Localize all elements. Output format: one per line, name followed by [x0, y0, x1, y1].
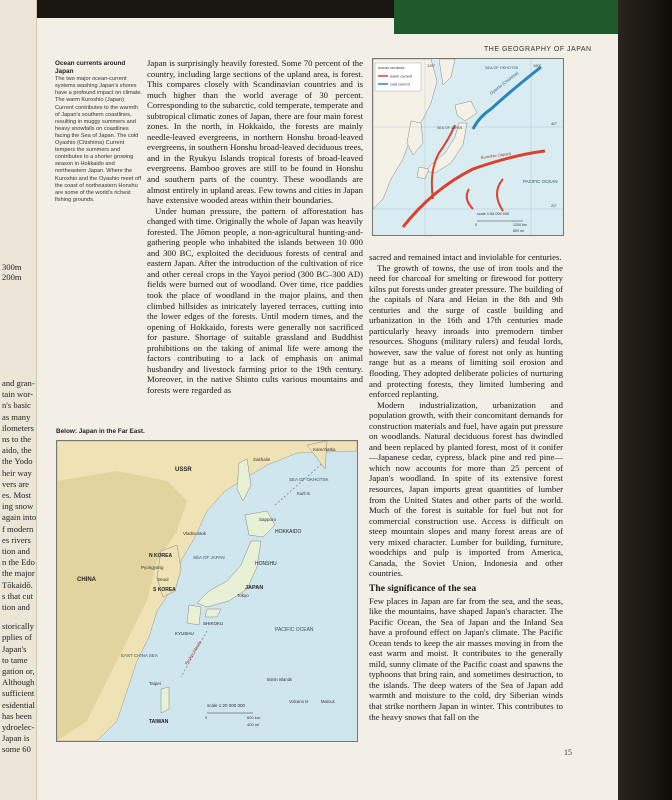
facing-page-text: to tame	[2, 654, 28, 665]
label-marcus: Marcus	[321, 699, 335, 704]
caption-far-east	[56, 428, 256, 436]
lat-label: 20°	[551, 203, 558, 208]
facing-page-text: vers are	[2, 478, 29, 489]
sea-okhotsk-label: SEA OF OKHOTSK	[485, 66, 519, 70]
label-shikoku: SHIKOKU	[203, 621, 224, 626]
facing-page-text: 200m	[2, 272, 22, 282]
facing-page-text: ydroelec-	[2, 722, 35, 732]
lon-label: 120°	[427, 63, 436, 68]
hokkaido-shape	[455, 101, 477, 121]
warm-eddy-arrow	[497, 179, 503, 211]
scale-mi: 800 mi	[513, 229, 524, 233]
kuroshio-label: Kuroshio (Japan)	[480, 150, 512, 160]
facing-page-text: Tōkaidō.	[2, 579, 33, 590]
label-ecs: EAST CHINA SEA	[121, 653, 158, 658]
paragraph: sacred and remained intact and inviolable for centuries.	[369, 252, 562, 262]
section-heading: The significance of the sea	[369, 582, 477, 594]
legend-warm-label: warm current	[390, 74, 413, 79]
facing-page-text: has been	[2, 710, 32, 721]
label-seoul: Seoul	[157, 577, 169, 582]
facing-page-text: es rivers	[2, 534, 31, 545]
kuroshio-current-arrow	[403, 151, 545, 227]
label-ryukyu: Ryukyu Islands	[183, 639, 203, 666]
hokkaido-shape	[245, 511, 275, 537]
caption-title: Ocean currents around Japan	[55, 60, 126, 76]
taiwan-shape	[161, 687, 169, 713]
facing-page-text: again into	[2, 512, 37, 523]
book-spine-shadow	[618, 0, 672, 800]
scale-label: scale 1:54 000 000	[477, 212, 510, 216]
ocean-currents-map	[372, 58, 564, 236]
sea-japan-label: SEA OF JAPAN	[437, 126, 463, 130]
facing-page-text: pplies of	[2, 632, 32, 643]
label-kyushu: KYUSHU	[175, 631, 194, 636]
label-china: CHINA	[77, 577, 96, 583]
kyushu-shape	[187, 605, 201, 625]
facing-page-fragment	[0, 0, 37, 800]
lat-label: 40°	[551, 121, 558, 126]
label-vladivostok: Vladivostok	[183, 531, 207, 536]
label-taipei: Taipei	[149, 681, 161, 686]
facing-page-text: Japan's	[2, 643, 27, 654]
facing-page-text: tain wor-	[2, 389, 34, 400]
label-kamchatka: Kamchatka	[313, 447, 336, 452]
facing-page-text: n's basic	[2, 400, 31, 411]
label-bonin: Bonin Islands	[267, 677, 293, 682]
body-column-1	[147, 58, 363, 396]
body-column-2	[369, 252, 563, 722]
facing-page-text: heir way	[2, 467, 32, 478]
facing-page-text: 300m	[2, 262, 22, 272]
caption-ocean-currents	[55, 60, 143, 204]
facing-page-text: and gran-	[2, 378, 35, 388]
facing-page-text: es. Most	[2, 490, 32, 500]
facing-page-text: Japan is	[2, 733, 30, 744]
kamchatka-shape	[307, 441, 327, 469]
honshu-shape	[197, 541, 264, 607]
honshu-shape	[425, 123, 467, 173]
facing-page-text: tion and	[2, 546, 30, 556]
pacific-label: PACIFIC OCEAN	[523, 179, 558, 184]
label-ussr: USSR	[175, 467, 192, 473]
paragraph: Japan is surprisingly heavily forested. Some 70 percent of the country, including large sections of the upland area, is forest. This compares closely with Scandinavian countries and is much higher than the world average of 30 percent. Corresponding to the subarctic, cold temperate, temperate and subtropical climatic zones of Japan, there are four main forest zones. In the north, in Hokkaido, the forests are mainly needle-leaved evergreens, in northern Honshu broad-leaved evergreens, in southern Honshu broad-leaved deciduous trees, and in the Ryukyu Islands tropical forests of broad-leaved evergreens. Bamboo groves are still to be found in Honshu and southern parts of the country. These woodlands are almost entirely in upland areas. Few towns and cities in Japan have extensive wooded areas within their boundaries.	[147, 58, 363, 206]
facing-page-text: s that cut	[2, 590, 34, 601]
scale-zero: 0	[205, 715, 208, 720]
facing-page-text: aido, the	[2, 445, 32, 456]
facing-page-text: ing snow	[2, 501, 34, 512]
facing-page-text: sufficient	[2, 688, 35, 699]
label-hokkaido: HOKKAIDO	[275, 529, 302, 535]
shikoku-shape	[205, 609, 221, 617]
label-japan: JAPAN	[245, 585, 264, 591]
facing-page-text: the Yodo	[2, 456, 33, 467]
label-volcano: Volcano Is	[289, 699, 309, 704]
label-sapporo: Sapporo	[259, 517, 277, 522]
facing-page-text: f modern	[2, 523, 34, 534]
caption-text: The two major ocean-current systems washing Japan's shores have a profound impact on climate. The warm Kuroshio (Japan) Current contributes to the warmth of Japan's southern coastlines, resulting in muggy summers and heavy snowfalls on coastlines facing the Sea of Japan. The cold Oyashio (Chishima) Current tempers the summers and contributes to a shorter growing season in Hokkaido and northeastern Japan. Where the Kuroshio and the Oyashio meet off the coast of northeastern Honshu are some of the world's richest fishing grounds.	[55, 76, 143, 203]
facing-page-text: storically	[2, 621, 34, 632]
legend-cold-label: cold current	[390, 82, 410, 87]
scale-label: scale 1:20 000 000	[207, 703, 246, 708]
label-taiwan: TAIWAN	[149, 719, 169, 725]
label-honshu: HONSHU	[255, 561, 277, 567]
far-east-map	[56, 440, 358, 742]
caption-title: Below: Japan in the Far East.	[56, 428, 145, 435]
scale-zero: 0	[475, 223, 477, 227]
paragraph: The growth of towns, the use of iron tools and the need for charcoal for smelting or firewood for pottery kilns put forests under greater pressure. The building of the capitals of Nara and Heian in the 8th and 9th centuries and the surge of castle building and urbanization in the 16th and 17th centuries made particularly heavy inroads into premodern timber resources. Shoguns (military rulers) and feudal lords, however, saw the value of forest not only as hunting range but as a means of limiting soil erosion and flooding. They adopted deliberate policies of nurturing and protecting forests, they limited lumbering and enforced replanting.	[369, 262, 563, 400]
facing-page-text: tion and	[2, 602, 30, 612]
page-number: 15	[564, 748, 572, 757]
label-pacific: PACIFIC OCEAN	[275, 627, 314, 633]
scale-km: 600 km	[247, 715, 261, 720]
oyashio-label: Oyashio (Chishima)	[488, 70, 520, 96]
paragraph: Few places in Japan are far from the sea, and the seas, like the mountains, have shaped Japan's character. The Pacific Ocean, the Sea of Japan and the Inland Sea have a profound effect on Japan's climate. The Pacific Ocean tends to keep the air masses moving in from the east warm and moist. It contributes to the generally mild, sunny climate of the Pacific coast and spawns the typhoons that bring rain, and sometimes destruction, to the islands. The deep waters of the Sea of Japan add warmth and moisture to the cold, dry Siberian winds that strike northern Japan in winter. This contributes to the heavy snows that fall on the	[369, 595, 563, 722]
sakhalin-shape	[439, 59, 455, 85]
facing-page-text: gation or,	[2, 666, 35, 676]
paragraph: Under human pressure, the pattern of afforestation has changed with time. Originally the whole of Japan was heavily forested. The Jōmon people, a non-agricultural hunting-and-gathering people who inhabited the islands between 10 000 and 300 BC, exploited the deciduous forests of central and eastern Japan. After the introduction of the cultivation of rice and other cereal crops in the Yayoi period (300 BC–300 AD) fields were burned out of woodland. Over time, rice paddies took the place of woodland in the major plains, and then climbed hillsides as intricately layered terraces, cutting into the lower edges of the forests. Until modern times, and the opening of Hokkaido, forests were generally not sacrificed for pasture. Shortage of suitable grassland and Buddhist prohibitions on the taking of animal life were among the factors contributing to a lack of emphasis on animal husbandry and livestock farming prior to the 19th century. Moreover, in the native Shinto cults various mountains and forests were regarded as	[147, 205, 363, 395]
label-pyongyang: Pyongyang	[141, 565, 164, 570]
kuril-chain	[275, 461, 325, 505]
facing-page-text: Although	[2, 677, 35, 688]
running-head: THE GEOGRAPHY OF JAPAN	[484, 46, 592, 53]
legend-title: ocean currents	[378, 65, 405, 70]
facing-page-text: ns to the	[2, 434, 32, 444]
label-kuril: Kuril Is	[297, 491, 310, 496]
label-okhotsk: SEA OF OKHOTSK	[289, 477, 329, 482]
label-nkorea: N KOREA	[149, 553, 173, 559]
kyushu-shape	[417, 167, 429, 179]
facing-page-text: ilometers	[2, 422, 34, 433]
facing-page-text: some 60	[2, 744, 31, 755]
warm-eddy-arrow	[467, 189, 473, 209]
label-skorea: S KOREA	[153, 587, 176, 593]
label-japan-sea: SEA OF JAPAN	[193, 555, 225, 560]
facing-page-text: the major	[2, 568, 35, 579]
scale-km: 1200 km	[513, 223, 527, 227]
scale-mi: 400 mi	[247, 722, 260, 727]
facing-page-text: as many	[2, 411, 31, 422]
facing-page-text: esidential	[2, 699, 35, 710]
label-sakhalin: Sakhalin	[253, 457, 271, 462]
facing-page-text: n the Edo	[2, 557, 35, 568]
paragraph: Modern industrialization, urbanization and population growth, with their concomitant demands for construction materials and fuel, have again put pressure on woodlands. Natural deciduous forest has dwindled and been replaced by planted forest, most of it conifer—Japanese cedar, cypress, black pine and red pine—which now accounts for more than 25 percent of Japan's woodland. In spite of its extensive forest resources, Japan imports great quantities of lumber from the United States and other parts of the world. Much of the forest is suitable for fuel but not for commercial construction use. Access is difficult on steep mountain slopes and many forest areas are of very mixed character. Lumber for building, furniture, woodchips and pulp is imported from America, Canada, the Soviet Union, Indonesia and other countries.	[369, 399, 563, 579]
label-tokyo: Tokyo	[237, 593, 249, 598]
lon-label: 160°	[533, 63, 542, 68]
